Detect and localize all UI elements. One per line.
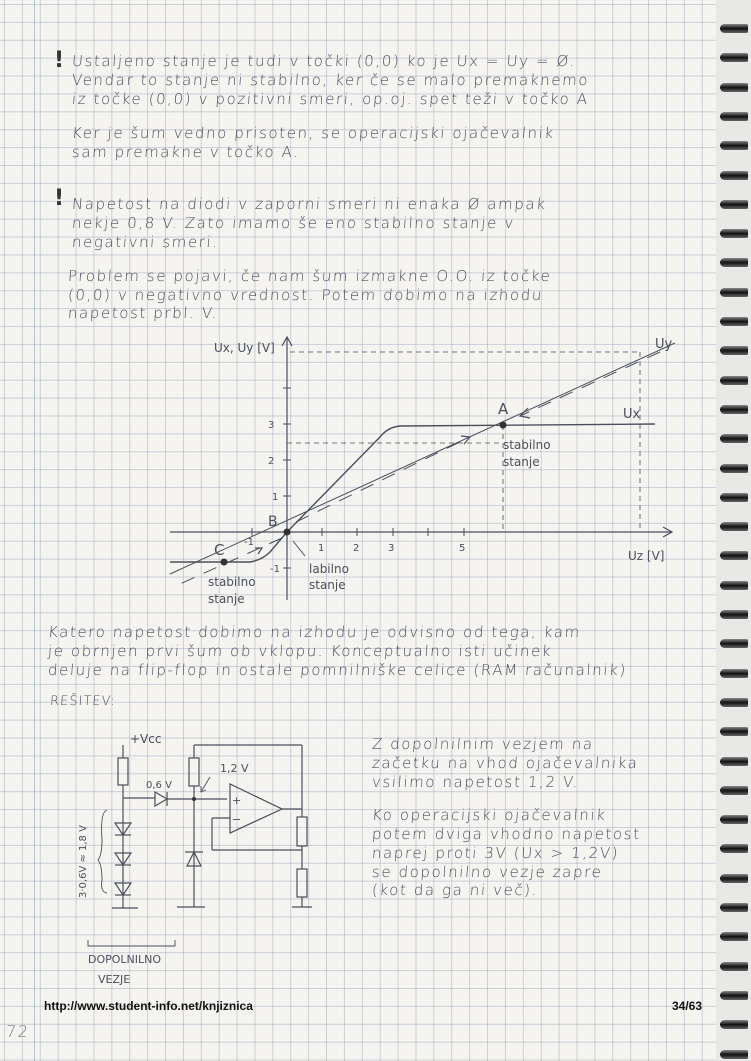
note-line: deluje na flip-flop in ostale pomnilniške celice (RAM računalnik)	[47, 661, 628, 679]
note-line: (0,0) v negativno vrednost. Potem dobimo na izhodu	[67, 286, 544, 304]
spiral-ring	[720, 83, 748, 92]
spiral-ring	[720, 551, 748, 560]
arrow-path-to-a	[296, 437, 470, 522]
annotation: stabilno	[208, 575, 256, 589]
spiral-ring	[720, 669, 748, 678]
spiral-ring	[720, 24, 748, 33]
spiral-ring	[720, 991, 748, 1000]
y-tick-label: 2	[268, 456, 275, 467]
spiral-ring	[720, 727, 748, 736]
spiral-ring	[720, 1050, 748, 1059]
point-b-label: B	[268, 514, 278, 530]
handwritten-page-number: 72	[5, 1022, 31, 1041]
note-line: Ko operacijski ojačevalnik	[371, 806, 608, 824]
note-line: negativni smeri.	[71, 233, 220, 251]
spiral-ring	[720, 200, 748, 209]
bracket-label: DOPOLNILNO	[88, 953, 162, 966]
source-url[interactable]: http://www.student-info.net/knjiznica	[44, 999, 253, 1013]
exclamation-icon: !	[54, 186, 65, 211]
spiral-ring	[720, 932, 748, 941]
spiral-ring	[720, 229, 748, 238]
spiral-ring	[720, 610, 748, 619]
spiral-ring	[720, 757, 748, 766]
spiral-ring	[720, 346, 748, 355]
vcc-label: +Vcc	[130, 732, 162, 746]
y-tick-label: 3	[268, 420, 275, 431]
spiral-ring	[720, 874, 748, 883]
diode-voltage-label: 0,6 V	[146, 780, 172, 791]
x-axis-label: Uz [V]	[628, 549, 665, 563]
y-axis-label: Ux, Uy [V]	[214, 341, 275, 355]
resistor-icon	[297, 817, 307, 846]
spiral-ring	[720, 844, 748, 853]
spiral-binding	[716, 0, 751, 1061]
note-line: potem dviga vhodno napetost	[371, 825, 642, 843]
note-line: Z dopolnilnim vezjem na	[371, 735, 595, 753]
resistor-icon	[118, 758, 128, 785]
spiral-ring	[720, 53, 748, 62]
note-line: Ustaljeno stanje je tudi v točki (0,0) ko je Ux = Uy = Ø.	[71, 52, 577, 70]
note-line: Problem se pojavi, če nam šum izmakne O.O. iz točke	[67, 267, 553, 285]
note-line: iz točke (0,0) v pozitivni smeri, op.oj. spet teži v točko A	[71, 90, 590, 108]
ux-curve	[170, 424, 655, 562]
bracket	[88, 940, 175, 946]
exclamation-icon: !	[54, 48, 65, 73]
annotation: stanje	[503, 455, 540, 469]
note-line: začetku na vhod ojačevalnika	[371, 754, 640, 772]
spiral-ring	[720, 141, 748, 150]
spiral-ring	[720, 815, 748, 824]
point-a-label: A	[498, 400, 509, 418]
node-voltage-label: 1,2 V	[220, 762, 249, 775]
y-tick-label: 1	[272, 492, 279, 503]
resistor-icon	[189, 758, 199, 786]
x-tick-label: 1	[318, 543, 325, 554]
note-line: Katero napetost dobimo na izhodu je odvisno od tega, kam	[47, 623, 582, 641]
spiral-ring	[720, 405, 748, 414]
spiral-ring	[720, 434, 748, 443]
spiral-ring	[720, 698, 748, 707]
annotation: stanje	[309, 578, 346, 592]
note-line: vsilimo napetost 1,2 V.	[371, 773, 580, 791]
resistor-icon	[297, 869, 307, 897]
spiral-ring	[720, 1020, 748, 1029]
page-counter: 34/63	[672, 999, 703, 1013]
spiral-ring	[720, 317, 748, 326]
circuit-diagram	[60, 720, 330, 990]
spiral-ring	[720, 522, 748, 531]
y-tick-label: -1	[270, 564, 280, 575]
annotation: stabilno	[503, 438, 551, 452]
spiral-ring	[720, 786, 748, 795]
spiral-ring	[720, 903, 748, 912]
note-line: je obrnjen prvi šum ob vklopu. Konceptualno isti učinek	[47, 642, 553, 660]
x-tick-label: 2	[353, 543, 360, 554]
diode-stack-label: 3·0,6V ≈ 1,8 V	[78, 825, 89, 898]
annotation: stanje	[208, 592, 245, 606]
spiral-ring	[720, 493, 748, 502]
bracket-label: VEZJE	[98, 973, 131, 986]
note-line: Vendar to stanje ni stabilno, ker če se malo premaknemo	[71, 71, 590, 89]
spiral-ring	[720, 288, 748, 297]
note-line: se dopolnilno vezje zapre	[371, 863, 604, 881]
note-line: naprej proti 3V (Ux > 1,2V)	[371, 844, 620, 862]
spiral-ring	[720, 581, 748, 590]
point-a	[500, 422, 507, 429]
point-c-label: C	[214, 541, 225, 559]
solution-heading: REŠITEV:	[49, 694, 117, 709]
note-line: sam premakne v točko A.	[71, 143, 301, 161]
note-line: nekje 0,8 V. Zato imamo še eno stabilno stanje v	[71, 214, 516, 232]
note-line: Ker je šum vedno prisoten, se operacijski ojačevalnik	[71, 124, 556, 142]
spiral-ring	[720, 258, 748, 267]
spiral-ring	[720, 112, 748, 121]
opamp-minus: −	[232, 813, 242, 826]
point-b	[284, 529, 291, 536]
annotation: labilno	[309, 562, 349, 576]
diode-icon	[155, 792, 167, 806]
spiral-ring	[720, 962, 748, 971]
spiral-ring	[720, 376, 748, 385]
spiral-ring	[720, 464, 748, 473]
x-tick-label: 3	[388, 543, 395, 554]
ux-label: Ux	[623, 407, 641, 422]
note-line: napetost prbl. V.	[67, 304, 219, 322]
note-line: Napetost na diodi v zaporni smeri ni enaka Ø ampak	[71, 195, 548, 213]
point-c	[221, 559, 228, 566]
uy-label: Uy	[655, 337, 673, 352]
note-line: (kot da ga ni več).	[371, 881, 539, 899]
spiral-ring	[720, 171, 748, 180]
x-tick-label: 5	[459, 543, 466, 554]
opamp-plus: +	[232, 794, 242, 807]
x-tick-label: -1	[244, 537, 254, 548]
spiral-ring	[720, 639, 748, 648]
